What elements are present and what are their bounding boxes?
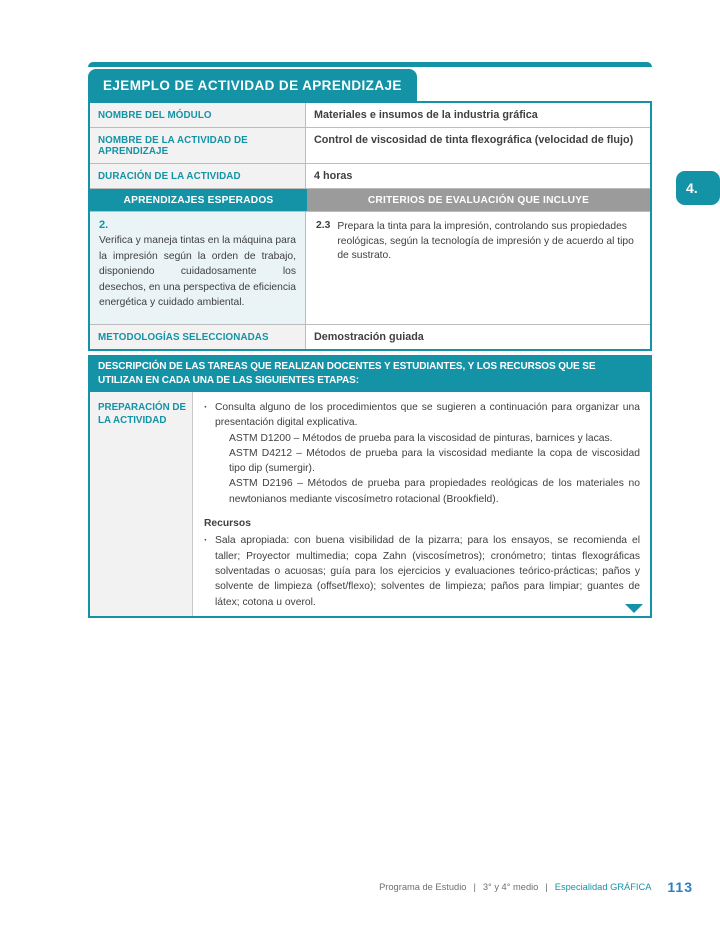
resources-bullet-text: Sala apropiada: con buena visibilidad de la pizarra; para los ensayos, se recomienda el taller; Proyector multimedia; copa Zahn (viscosímetros); cronómetro; tintas flexográficas solventadas o acuosas; guía para los ejercicios y evaluaciones teórico-prácticas; paños y solvente de limpieza (offset/flexo); solventes de limpieza; paños para limpiar; guantes de látex; cotona u overol. (215, 535, 640, 608)
footer-separator: | (545, 882, 548, 892)
module-name-label: NOMBRE DEL MÓDULO (90, 103, 306, 127)
astm-item: ASTM D1200 – Métodos de prueba para la viscosidad de pinturas, barnices y lacas. (229, 432, 613, 444)
page-footer (379, 879, 693, 895)
activity-name-value: Control de viscosidad de tinta flexográfica (velocidad de flujo) (314, 134, 634, 146)
learning-cell (90, 212, 306, 324)
astm-standards-list (229, 431, 640, 507)
resources-title: Recursos (204, 518, 251, 530)
module-name-value: Materiales e insumos de la industria gráfica (314, 109, 538, 121)
continue-arrow-icon (625, 604, 643, 613)
astm-item: ASTM D2196 – Métodos de prueba para propiedades reológicas de los materiales no newtonianos mediante viscosímetro rotacional (Brookfield). (229, 478, 640, 505)
footer-program: Programa de Estudio (379, 882, 467, 892)
astm-item: ASTM D4212 – Métodos de prueba para la viscosidad mediante la copa de viscosidad tipo dip (sumergir). (229, 447, 640, 475)
table-row (90, 103, 650, 128)
footer-grades: 3° y 4° medio (482, 882, 539, 892)
activity-name-label: NOMBRE DE LA ACTIVIDAD DE APRENDIZAJE (90, 128, 306, 163)
description-banner: DESCRIPCIÓN DE LAS TAREAS QUE REALIZAN DOCENTES Y ESTUDIANTES, Y LOS RECURSOS QUE SE UTILIZAN EN CADA UNA DE LAS SIGUIENTES ETAPAS: (88, 355, 652, 392)
footer-specialty: Especialidad GRÁFICA (554, 882, 652, 892)
preparation-content (193, 392, 650, 616)
chapter-tab (676, 171, 720, 205)
page-number: 113 (667, 879, 693, 895)
learning-text: Verifica y maneja tintas en la máquina para la impresión según la orden de trabajo, disponiendo cuidadosamente los desechos, en una perspectiva de eficiencia energética y cuidado ambiental. (99, 235, 296, 308)
methodology-value: Demostración guiada (314, 331, 424, 343)
duration-value: 4 horas (314, 170, 353, 182)
criteria-number: 2.3 (316, 220, 331, 231)
table-row (90, 325, 650, 349)
learning-criteria-row (90, 212, 650, 325)
footer-separator: | (473, 882, 476, 892)
learning-header: APRENDIZAJES ESPERADOS (90, 189, 307, 211)
activity-title-tab (88, 69, 417, 101)
activity-info-table (88, 101, 652, 351)
table-row (90, 128, 650, 164)
preparation-label: PREPARACIÓN DE LA ACTIVIDAD (90, 392, 193, 616)
bullet-icon: · (204, 535, 208, 547)
resources-bullet-item (204, 533, 640, 609)
activity-title: EJEMPLO DE ACTIVIDAD DE APRENDIZAJE (103, 78, 402, 93)
section-header-row (90, 189, 650, 212)
table-row (90, 164, 650, 189)
chapter-tab-label: 4. (686, 180, 698, 196)
criteria-text: Prepara la tinta para la impresión, controlando sus propiedades reológicas, según la tecnología de impresión y de acuerdo al tipo de sustrato. (337, 221, 634, 261)
criteria-header: CRITERIOS DE EVALUACIÓN QUE INCLUYE (307, 189, 650, 211)
learning-number: 2. (99, 219, 109, 231)
activity-document (88, 62, 652, 618)
intro-bullet-text: Consulta alguno de los procedimientos que se sugieren a continuación para organizar una presentación digital explicativa. (215, 402, 640, 429)
bullet-icon: · (204, 402, 208, 413)
intro-bullet-item (204, 400, 640, 431)
criteria-cell (306, 212, 650, 324)
methodology-label: METODOLOGÍAS SELECCIONADAS (90, 325, 306, 349)
table-top-border (88, 62, 652, 67)
duration-label: DURACIÓN DE LA ACTIVIDAD (90, 164, 306, 188)
preparation-section (88, 392, 652, 618)
